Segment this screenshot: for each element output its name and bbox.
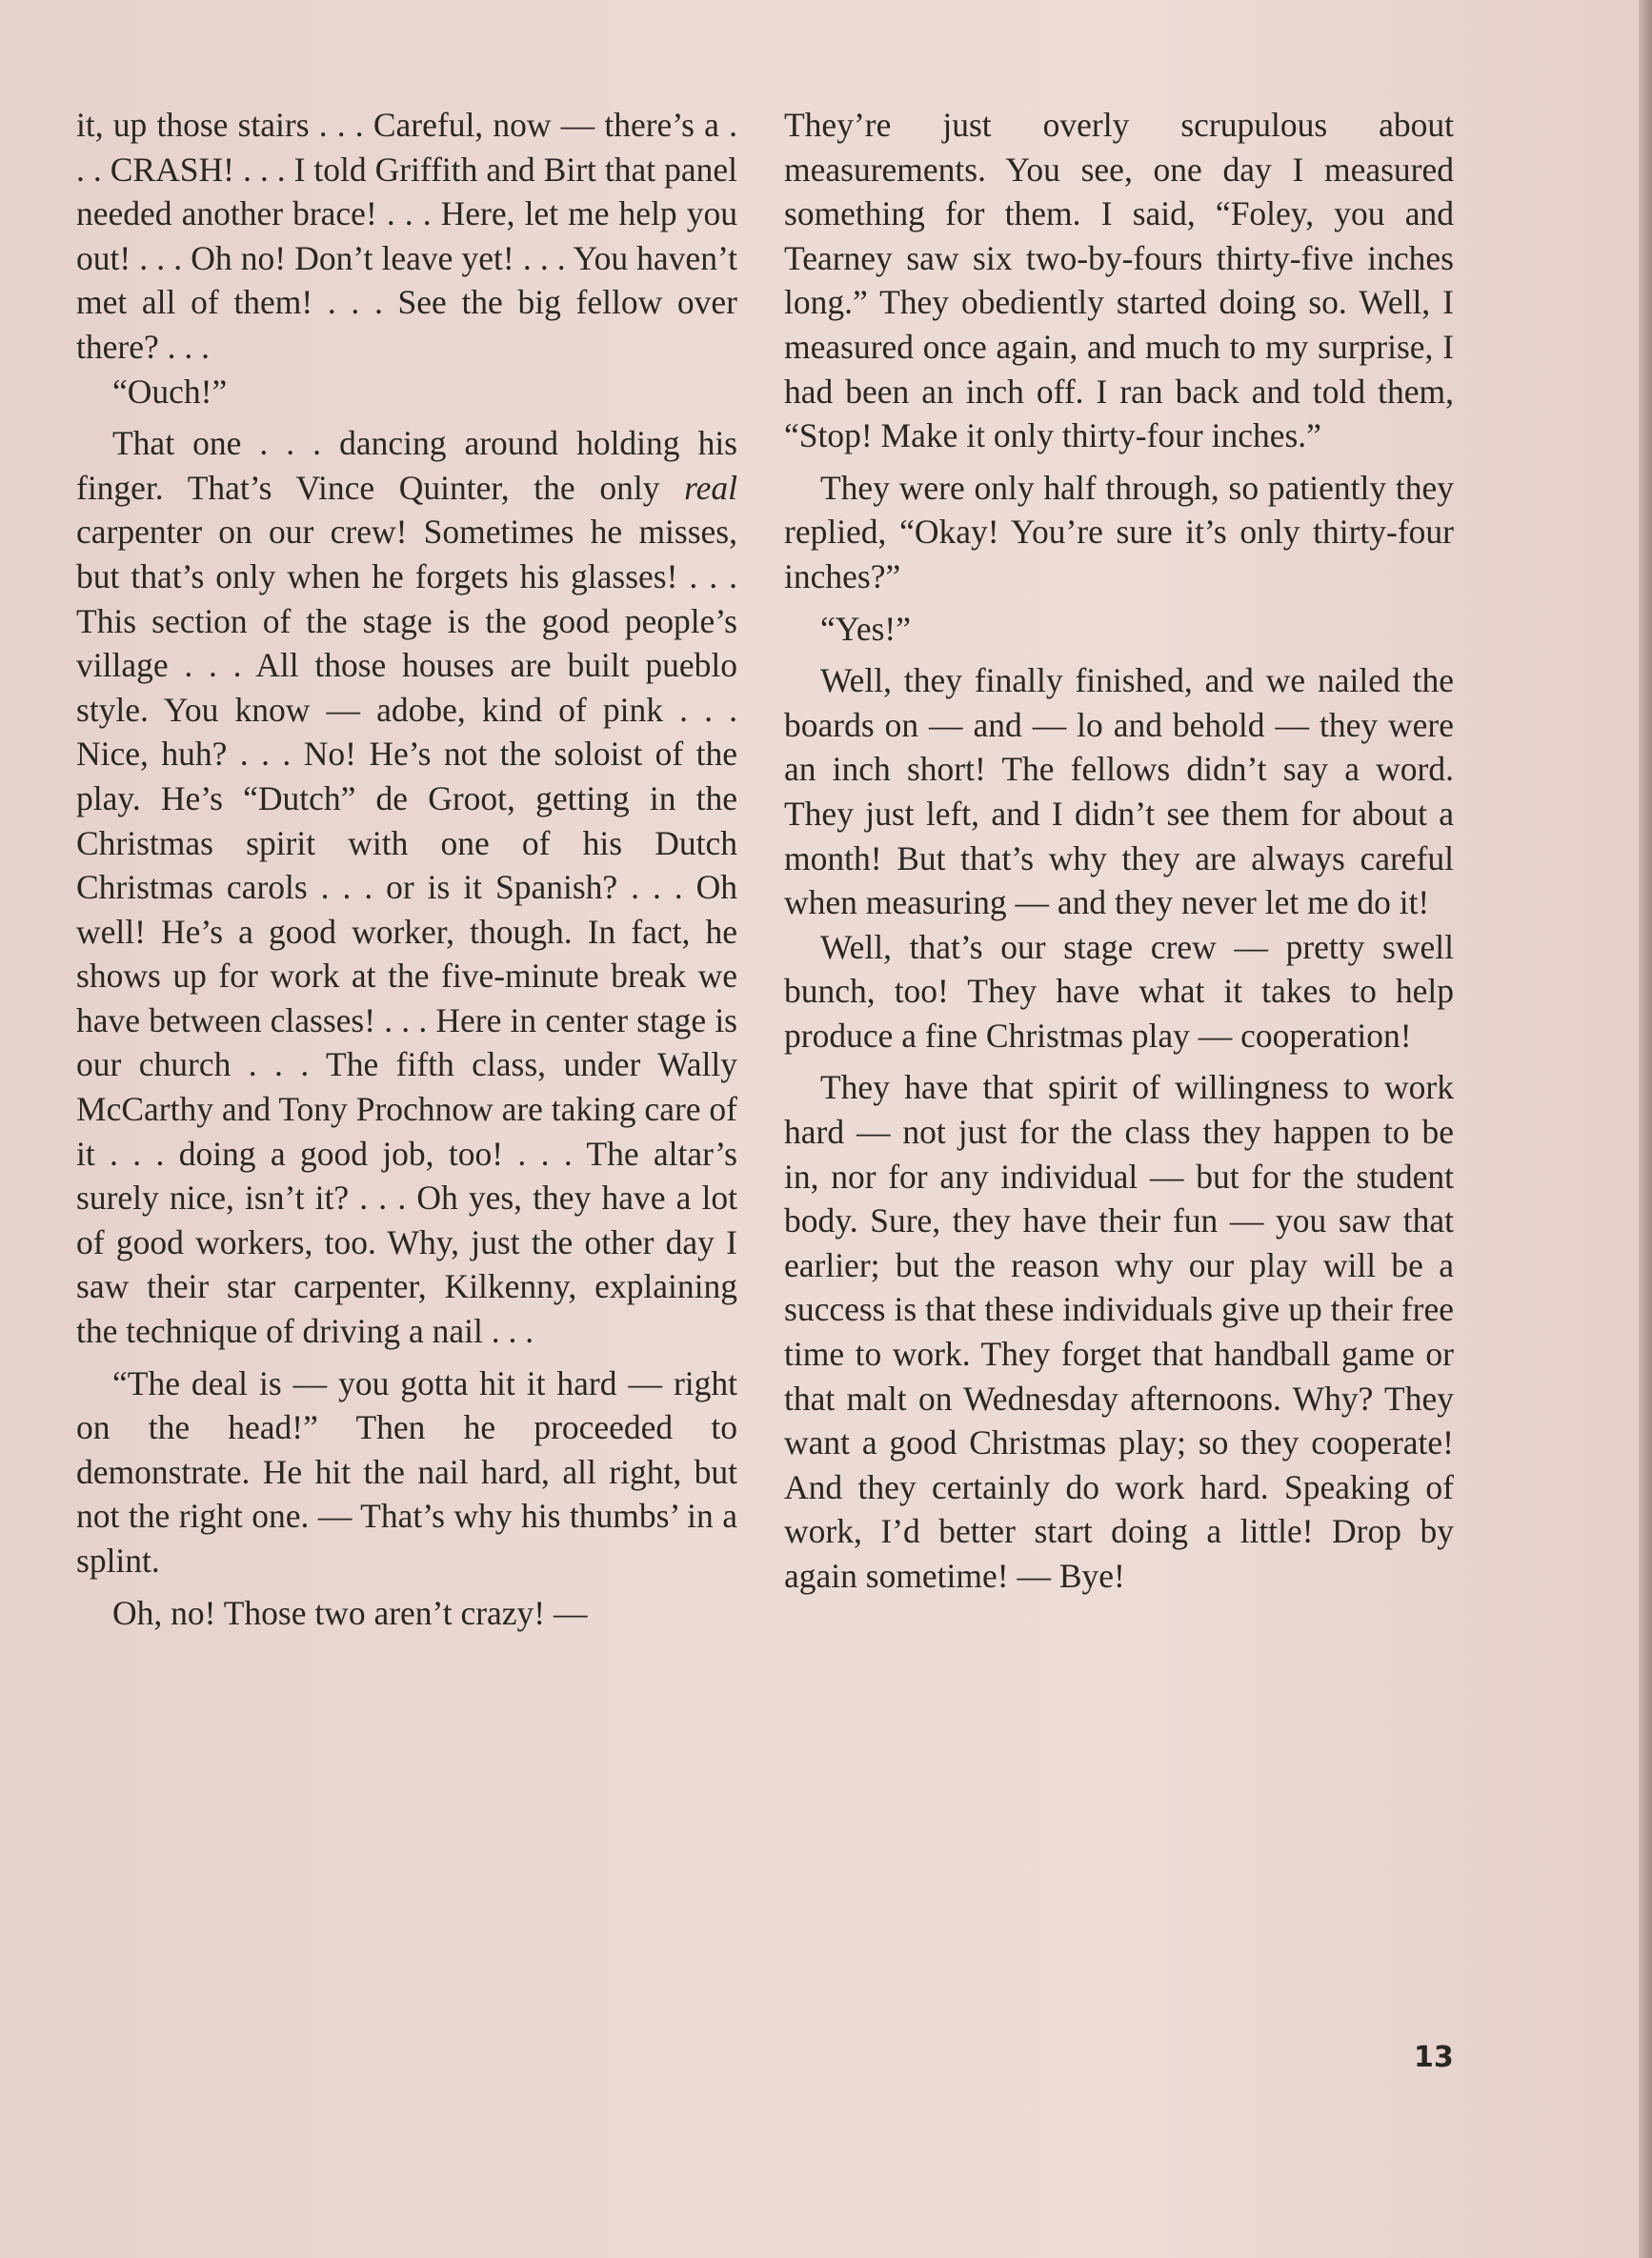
page-number: 13: [1414, 2041, 1454, 2074]
paragraph: They were only half through, so patiently they replied, “Okay! You’re sure it’s only thirty-four inches?”: [784, 468, 1454, 595]
paragraph: They have that spirit of willingness to work hard — not just for the class they happen to be in, nor for any individual — but for the student body. Sure, they have their fun — you saw that earlier; but the reason why our play will be a success is that these individuals give up their free time to work. They forget that handball game or that malt on Wednesday afternoons. Why? They want a good Christmas play; so they cooperate! And they certainly do work hard. Speaking of work, I’d better start doing a little! Drop by again sometime! — Bye!: [784, 1068, 1454, 1595]
paragraph: [76, 421, 737, 1353]
paragraph: Oh, no! Those two aren’t crazy! —: [112, 1593, 588, 1632]
emphasized-word: real: [684, 468, 737, 507]
paragraph: They’re just overly scrupulous about measurements. You see, one day I measured something for them. I said, “Foley, you and Tearney saw six two-by-fours thirty-five inches long.” They obediently started doing so. Well, I measured once again, and much to my surprise, I had been an inch off. I ran back and told them, “Stop! Make it only thirty-four inches.”: [784, 106, 1454, 455]
paragraph-text: carpenter on our crew! Sometimes he misses, but that’s only when he forgets his glasses! . . . This section of the stage is the good people’s village . . . All those houses are built pueblo style. You know — adobe, kind of pink . . . Nice, huh? . . . No! He’s not the soloist of the play. He’s “Dutch” de Groot, getting in the Christmas spirit with one of his Dutch Christmas carols . . . or is it Spanish? . . . Oh well! He’s a good worker, though. In fact, he shows up for work at the five-minute break we have between classes! . . . Here in center stage is our church . . . The fifth class, under Wally McCarthy and Tony Prochnow are taking care of it . . . doing a good job, too! . . . The altar’s surely nice, isn’t it? . . . Oh yes, they have a lot of good workers, too. Why, just the other day I saw their star carpenter, Kilkenny, explaining the technique of driving a nail . . .: [76, 513, 737, 1351]
paragraph: it, up those stairs . . . Careful, now — there’s a . . . CRASH! . . . I told Griffith and Birt that panel needed another brace! . . . Here, let me help you out! . . . Oh no! Don’t leave yet! . . . You haven’t met all of them! . . . See the big fellow over there? . . .: [76, 106, 737, 366]
paragraph: “The deal is — you gotta hit it hard — right on the head!” Then he proceeded to demonstrate. He hit the nail hard, all right, but not the right one. — That’s why his thumbs’ in a splint.: [76, 1363, 737, 1580]
paragraph: Well, they finally finished, and we nailed the boards on — and — lo and behold — they were an inch short! The fellows didn’t say a word. They just left, and I didn’t see them for about a month! But that’s why they are always careful when measuring — and they never let me do it!: [784, 661, 1454, 922]
paragraph: Well, that’s our stage crew — pretty swell bunch, too! They have what it takes to help produce a fine Christmas play — cooperation!: [784, 927, 1454, 1055]
right-text-column: [784, 103, 1454, 1599]
paragraph: “Yes!”: [820, 609, 911, 648]
paragraph-text: That one . . . dancing around holding his finger. That’s Vince Quinter, the only: [76, 424, 737, 507]
page-edge-shadow: [1639, 0, 1652, 2258]
paragraph: “Ouch!”: [112, 372, 228, 411]
left-text-column: [76, 103, 737, 1635]
